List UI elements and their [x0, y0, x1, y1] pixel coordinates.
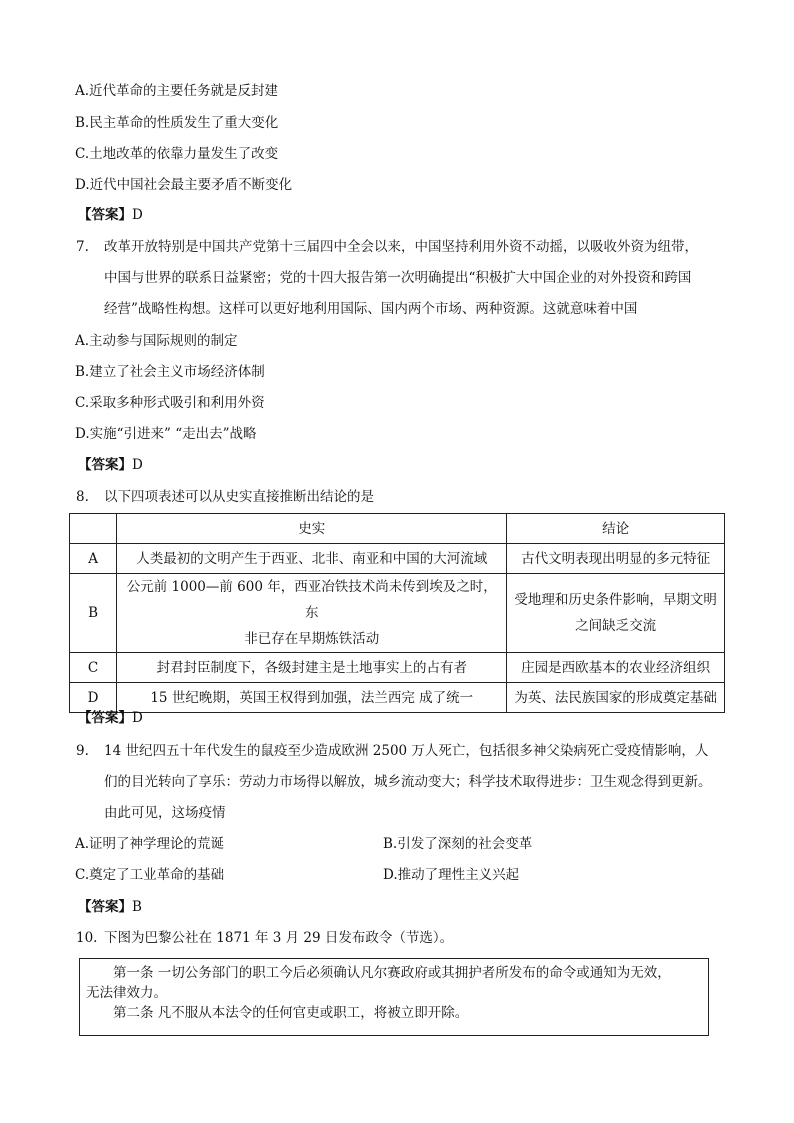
q7-option-a: A.主动参与国际规则的制定: [75, 333, 238, 349]
q6-option-b: B.民主革命的性质发生了重大变化: [75, 115, 279, 131]
q7-option-b: B.建立了社会主义市场经济体制: [75, 364, 265, 380]
q6-option-d: D.近代中国社会最主要矛盾不断变化: [75, 177, 293, 193]
conclusion-text: 庄园是西欧基本的农业经济组织: [521, 659, 711, 676]
q9-option-d: D.推动了理性主义兴起: [383, 867, 520, 883]
answer-value: D: [132, 457, 143, 473]
row-label: C: [70, 653, 117, 683]
answer-value: B: [132, 899, 142, 915]
table-header-row: [70, 514, 725, 544]
q6-option-a: A.近代革命的主要任务就是反封建: [75, 83, 279, 99]
q9-answer: [78, 897, 142, 917]
fact-text: 人类最初的文明产生于西亚、北非、南亚和中国的大河流域: [136, 550, 488, 567]
answer-label: 【答案】: [78, 457, 132, 473]
fact-cell: [117, 544, 507, 574]
q9-line-3: 由此可见，这场疫情: [104, 805, 226, 821]
q9-option-b: B.引发了深刻的社会变革: [383, 836, 533, 852]
question-number: 10.: [76, 930, 98, 946]
decree-article-1: 第一条 一切公务部门的职工今后必须确认凡尔赛政府或其拥护者所发布的命令或通知为无效，: [113, 965, 671, 981]
fact-cell: [117, 653, 507, 683]
q7-option-d: D.实施“引进来” “走出去”战略: [75, 426, 257, 442]
answer-value: D: [132, 710, 143, 726]
answer-label: 【答案】: [78, 710, 132, 726]
q9-option-c: C.奠定了工业革命的基础: [75, 867, 225, 883]
fact-cell: [117, 683, 507, 713]
history-table: [69, 513, 725, 713]
table-row: [70, 574, 725, 653]
conclusion-text: 古代文明表现出明显的多元特征: [521, 550, 711, 567]
q9-option-a: A.证明了神学理论的荒诞: [75, 836, 225, 852]
q7-line-2: 中国与世界的联系日益紧密；党的十四大报告第一次明确提出“积极扩大中国企业的对外投资和跨国: [104, 270, 692, 286]
answer-label: 【答案】: [78, 899, 132, 915]
table-header-cell: 结论: [507, 514, 725, 544]
question-text: 下图为巴黎公社在 1871 年 3 月 29 日发布政令（节选）。: [104, 930, 454, 946]
q6-option-c: C.土地改革的依靠力量发生了改变: [75, 146, 279, 162]
conclusion-cell: [507, 574, 725, 653]
table-row: [70, 544, 725, 574]
table-header-cell: 史实: [117, 514, 507, 544]
table-row: [70, 653, 725, 683]
conclusion-text: 为英、法民族国家的形成奠定基础: [514, 689, 717, 706]
row-label: A: [70, 544, 117, 574]
question-number: 7.: [76, 239, 89, 255]
decree-article-2: 第二条 凡不服从本法令的任何官吏或职工，将被立即开除。: [113, 1005, 469, 1021]
q7-option-c: C.采取多种形式吸引和利用外资: [75, 395, 265, 411]
fact-text: 非已存在早期炼铁活动: [244, 631, 380, 647]
conclusion-text: 受地理和历史条件影响，早期文明: [514, 592, 717, 608]
q6-answer: [78, 205, 143, 225]
table-row: [70, 683, 725, 713]
fact-text: 15 世纪晚期，英国王权得到加强，法兰西完 成了统一: [150, 689, 474, 706]
conclusion-cell: [507, 653, 725, 683]
question-text: 14 世纪四五十年代发生的鼠疫至少造成欧洲 2500 万人死亡，包括很多神父染病死亡受疫情影响，人: [104, 743, 709, 759]
row-label: B: [70, 574, 117, 653]
q7-answer: [78, 455, 143, 475]
table-header-cell: [70, 514, 117, 544]
q7-line-3: 经营”战略性构想。这样可以更好地利用国际、国内两个市场、两种资源。这就意味着中国: [104, 301, 638, 317]
answer-label: 【答案】: [78, 207, 132, 223]
answer-value: D: [132, 207, 143, 223]
conclusion-text: 之间缺乏交流: [575, 618, 657, 634]
fact-text: 封君封臣制度下，各级封建主是土地事实上的占有者: [156, 659, 467, 676]
question-text: 以下四项表述可以从史实直接推断出结论的是: [104, 489, 374, 505]
fact-text: 公元前 1000—前 600 年，西亚冶铁技术尚未传到埃及之时，东: [126, 579, 497, 621]
conclusion-cell: [507, 683, 725, 713]
fact-cell: [117, 574, 507, 653]
decree-box: [79, 958, 709, 1036]
decree-article-1-cont: 无法律效力。: [86, 985, 167, 1001]
question-number: 8.: [76, 489, 89, 505]
question-text: 改革开放特别是中国共产党第十三届四中全会以来，中国坚持利用外资不动摇，以吸收外资为纽带，: [104, 239, 698, 255]
question-number: 9.: [76, 743, 89, 759]
q8-answer: [78, 708, 143, 728]
q9-line-2: 们的目光转向了享乐：劳动力市场得以解放，城乡流动变大；科学技术取得进步：卫生观念得到更新。: [104, 774, 712, 790]
row-label: D: [70, 683, 117, 713]
conclusion-cell: [507, 544, 725, 574]
